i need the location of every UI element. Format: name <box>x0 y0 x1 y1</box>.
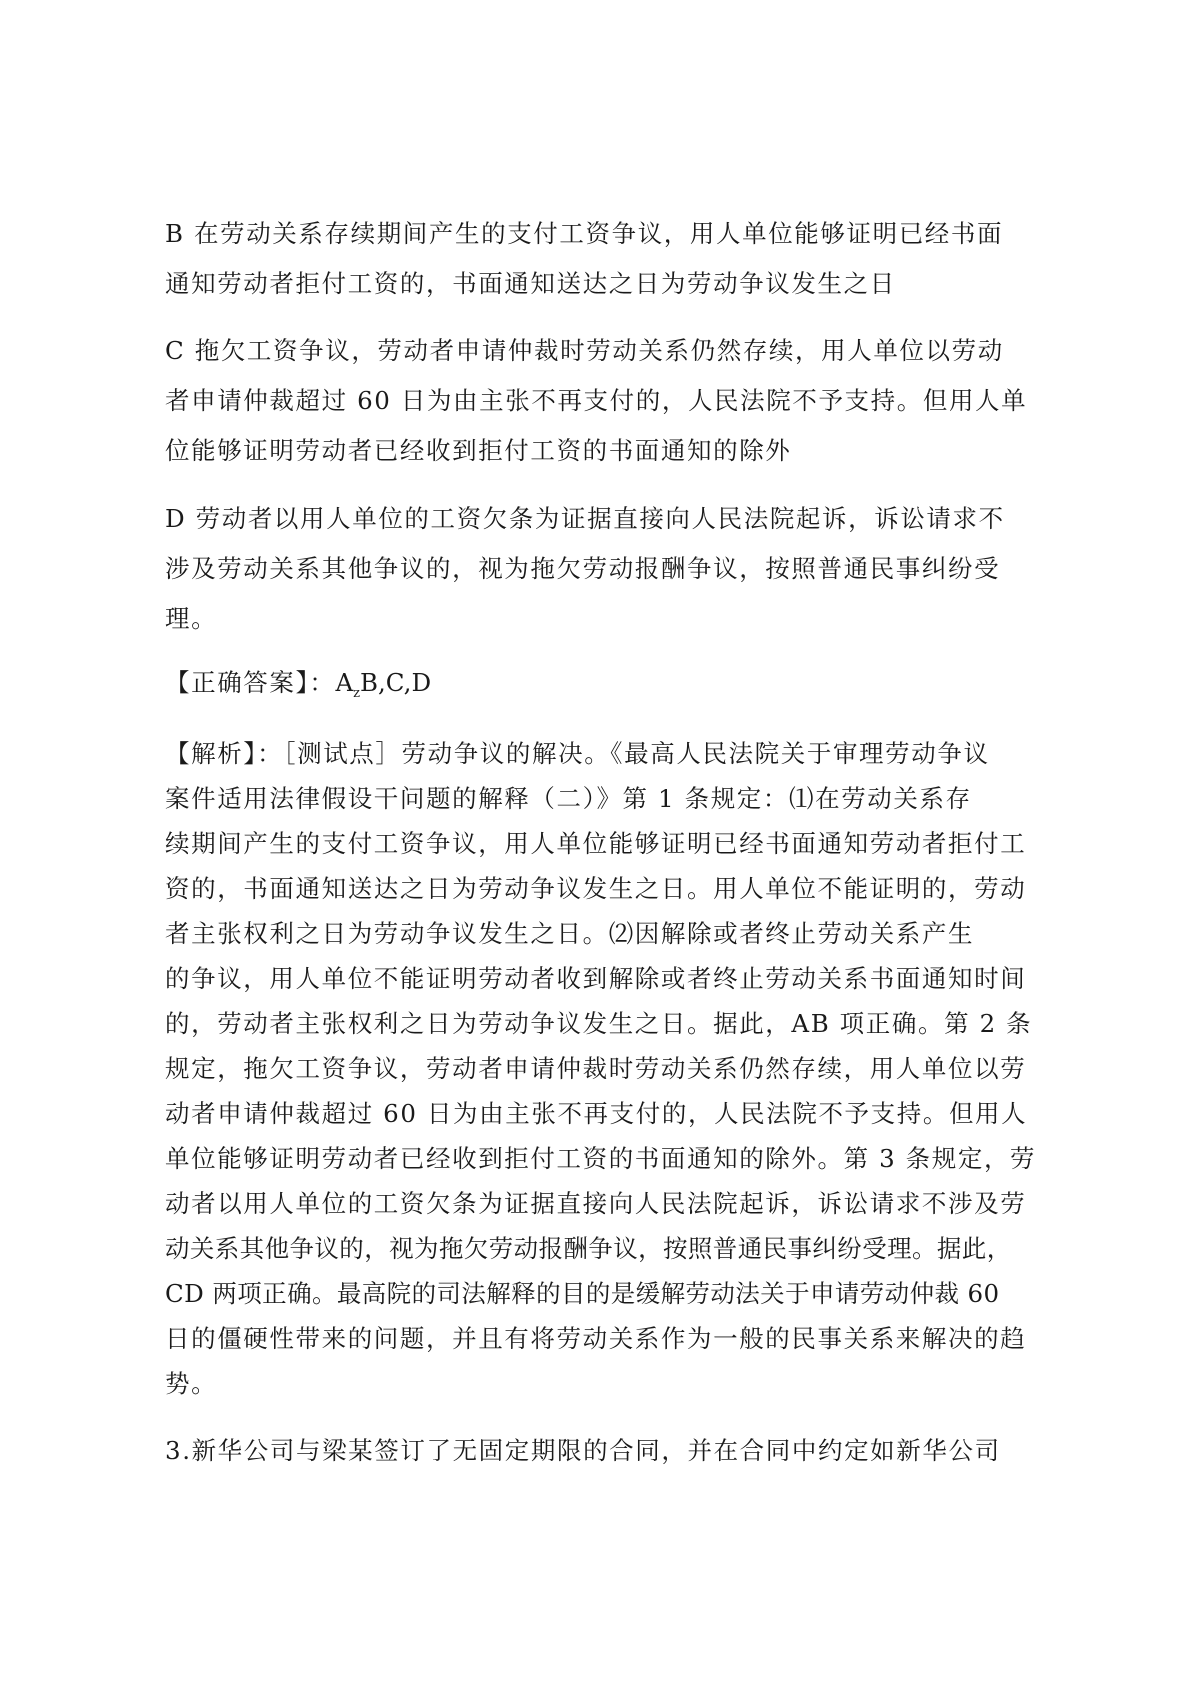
analysis-line-11: 动者以用人单位的工资欠条为证据直接向人民法院起诉，诉讼请求不涉及劳 <box>165 1189 1027 1218</box>
question-3-line-1: 3.新华公司与梁某签订了无固定期限的合同，并在合同中约定如新华公司 <box>165 1436 1001 1465</box>
option-d-line-3: 理。 <box>165 604 218 633</box>
correct-answer <box>165 667 1035 710</box>
analysis-line-12: 动关系其他争议的，视为拖欠劳动报酬争议，按照普通民事纠纷受理。据此， <box>165 1234 1012 1263</box>
analysis-line-15: 势。 <box>165 1369 218 1398</box>
analysis-line-5: 者主张权利之日为劳动争议发生之日。⑵因解除或者终止劳动关系产生 <box>165 919 975 948</box>
option-d-line-1: D 劳动者以用人单位的工资欠条为证据直接向人民法院起诉，诉讼请求不 <box>165 504 1005 533</box>
analysis-line-7: 的，劳动者主张权利之日为劳动争议发生之日。据此，AB 项正确。第 2 条 <box>165 1009 1033 1038</box>
answer-label: 【正确答案】： <box>165 668 336 697</box>
analysis-line-4: 资的，书面通知送达之日为劳动争议发生之日。用人单位不能证明的，劳动 <box>165 874 1027 903</box>
analysis-line-1: 【解析】：［测试点］劳动争议的解决。《最高人民法院关于审理劳动争议 <box>165 739 990 768</box>
answer-first: A <box>335 668 354 697</box>
option-b-line-1: B 在劳动关系存续期间产生的支付工资争议，用人单位能够证明已经书面 <box>165 219 1004 248</box>
answer-rest: B,C,D <box>360 668 432 697</box>
analysis-line-2: 案件适用法律假设干问题的解释（二）》第 1 条规定：⑴在劳动关系存 <box>165 784 972 813</box>
answer-subscript: z <box>353 686 361 701</box>
analysis-line-3: 续期间产生的支付工资争议，用人单位能够证明已经书面通知劳动者拒付工 <box>165 829 1027 858</box>
option-b-line-2: 通知劳动者拒付工资的，书面通知送达之日为劳动争议发生之日 <box>165 269 896 298</box>
analysis-line-8: 规定，拖欠工资争议，劳动者申请仲裁时劳动关系仍然存续，用人单位以劳 <box>165 1054 1027 1083</box>
option-c-line-3: 位能够证明劳动者已经收到拒付工资的书面通知的除外 <box>165 436 792 465</box>
option-d-line-2: 涉及劳动关系其他争议的，视为拖欠劳动报酬争议，按照普通民事纠纷受 <box>165 554 1001 583</box>
analysis-line-6: 的争议，用人单位不能证明劳动者收到解除或者终止劳动关系书面通知时间 <box>165 964 1027 993</box>
analysis-line-9: 动者申请仲裁超过 60 日为由主张不再支付的，人民法院不予支持。但用人 <box>165 1099 1028 1128</box>
analysis-line-14: 日的僵硬性带来的问题，并且有将劳动关系作为一般的民事关系来解决的趋 <box>165 1324 1027 1353</box>
option-c-line-2: 者申请仲裁超过 60 日为由主张不再支付的，人民法院不予支持。但用人单 <box>165 386 1028 415</box>
analysis-line-13: CD 两项正确。最高院的司法解释的目的是缓解劳动法关于申请劳动仲裁 60 <box>165 1279 1000 1308</box>
option-c-line-1: C 拖欠工资争议，劳动者申请仲裁时劳动关系仍然存续，用人单位以劳动 <box>165 336 1004 365</box>
analysis-line-10: 单位能够证明劳动者已经收到拒付工资的书面通知的除外。第 3 条规定，劳 <box>165 1144 1037 1173</box>
